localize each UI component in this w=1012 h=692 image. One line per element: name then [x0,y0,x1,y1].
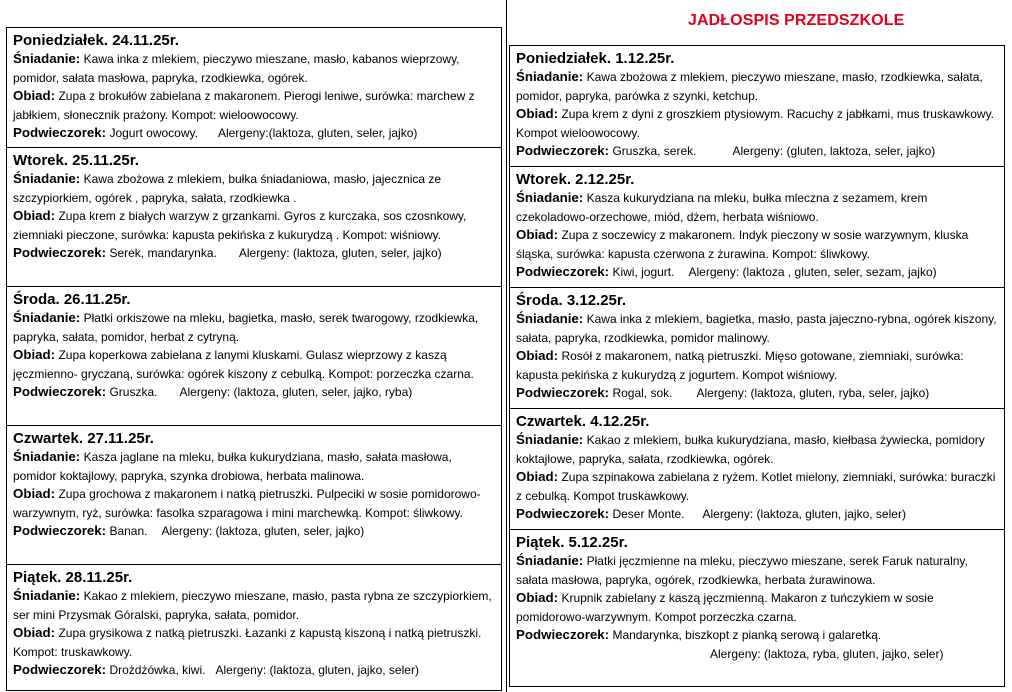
day-block [7,28,501,148]
breakfast-label: Śniadanie: [516,69,584,84]
breakfast-label: Śniadanie: [13,171,81,186]
allergens-label: Alergeny: [696,386,748,401]
snack-text: Rogal, sok. [612,386,673,401]
lunch-label: Obiad: [516,590,559,606]
breakfast-label: Śniadanie: [516,553,584,568]
lunch-row [516,226,998,263]
day-title: Środa. 3.12.25r. [516,292,627,309]
breakfast-label: Śniadanie: [516,432,584,447]
lunch-label: Obiad: [13,208,56,224]
snack-row [516,626,998,645]
lunch-label: Obiad: [516,469,559,485]
snack-label: Podwieczorek: [516,264,610,280]
snack-text: Mandarynka, biszkopt z pianką serową i galaretką. [612,628,882,643]
snack-label: Podwieczorek: [516,506,610,522]
snack-label: Podwieczorek: [13,523,107,539]
allergens-text: (laktoza, gluten, seler, jajko) [292,246,442,261]
day-title: Środa. 26.11.25r. [13,291,131,308]
lunch-row [516,105,998,142]
breakfast-text: Kakao z mlekiem, pieczywo mieszane, masło, pasta rybna ze szczypiorkiem, ser mini Przysmak Góralski, papryka, sałata, pomidor. [13,589,492,622]
breakfast-text: Kawa zbożowa z mlekiem, pieczywo mieszane, masło, rzodkiewka, sałata, pomidor, papryka, parówka z szynki, ketchup. [516,70,983,103]
snack-label: Podwieczorek: [13,662,107,678]
day-title: Wtorek. 2.12.25r. [516,171,635,188]
allergens-label: Alergeny: [179,385,231,400]
breakfast-text: Kasza jaglane na mleku, bułka kukurydziana, masło, sałata masłowa, pomidor koktajlowy, papryka, szynka drobiowa, herbata malinowa. [13,450,452,483]
snack-text: Banan. [109,524,148,539]
breakfast-text: Kakao z mlekiem, bułka kukurydziana, masło, kiełbasa żywiecka, pomidory koktajlowe, papryka, sałata, rzodkiewka, ogórek. [516,433,985,466]
allergens-label: Alergeny: [688,265,740,280]
breakfast-label: Śniadanie: [516,190,584,205]
snack-text: Jogurt owocowy. [109,126,198,141]
snack-row [13,383,495,402]
breakfast-row [13,170,495,207]
allergens-row [516,645,998,664]
page-title: JADŁOSPIS PRZEDSZKOLE [688,12,905,29]
allergens-text: (laktoza, gluten, seler, jajko, ryba) [233,385,413,400]
snack-row [516,263,998,282]
lunch-text: Zupa z brokułów zabielana z makaronem. Pierogi leniwe, surówka: marchew z jabłkiem, słonecznik prażony. Kompot: wieloowocowy. [13,89,475,122]
snack-label: Podwieczorek: [516,627,610,643]
allergens-label: Alergeny: [710,646,761,661]
allergens-text: (laktoza, ryba, gluten, jajko, seler) [764,646,944,661]
lunch-text: Zupa krem z białych warzyw z grzankami. Gyros z kurczaka, sos czosnkowy, ziemniaki pieczone, surówka: kapusta pekińska z kukurydzą . Kompot: wiśniowy. [13,209,467,242]
lunch-text: Zupa koperkowa zabielana z lanymi kluskami. Gulasz wieprzowy z kaszą jęczmienno- gryczaną, surówka: ogórek kiszony z cebulką. Kompot: porzeczka czarna. [13,348,474,381]
breakfast-label: Śniadanie: [516,311,584,326]
lunch-label: Obiad: [516,106,559,122]
breakfast-label: Śniadanie: [13,449,81,464]
snack-text: Deser Monte. [612,507,685,522]
allergens-text: (laktoza, gluten, jajko, seler) [269,663,419,678]
day-block [7,426,501,565]
lunch-row [516,468,998,505]
lunch-row [516,589,998,626]
lunch-label: Obiad: [516,227,559,243]
breakfast-row [516,431,998,468]
breakfast-row [516,310,998,347]
allergens-label: Alergeny: [215,663,267,678]
snack-row [516,142,998,161]
allergens-text: (laktoza, gluten, jajko, seler) [756,507,906,522]
day-title: Piątek. 28.11.25r. [13,569,133,586]
lunch-label: Obiad: [13,88,56,104]
snack-row [516,384,998,403]
breakfast-text: Kawa zbożowa z mlekiem, bułka śniadaniowa, masło, jajecznica ze szczypiorkiem, ogórek , papryka, sałata, rzodkiewka . [13,172,442,205]
lunch-label: Obiad: [13,486,56,502]
breakfast-text: Płatki orkiszowe na mleku, bagietka, masło, serek twarogowy, rzodkiewka, papryka, sałata, pomidor, herbat z cytryną. [13,311,479,344]
snack-text: Gruszka, serek. [612,144,697,159]
day-title: Czwartek. 27.11.25r. [13,430,154,447]
snack-text: Serek, mandarynka. [109,246,217,261]
snack-text: Kiwi, jogurt. [612,265,675,280]
day-block [510,46,1004,167]
breakfast-text: Kawa inka z mlekiem, pieczywo mieszane, masło, kabanos wieprzowy, pomidor, sałata masłowa, papryka, rzodkiewka, ogórek. [13,52,460,85]
lunch-row [516,347,998,384]
lunch-row [13,87,495,124]
breakfast-row [516,552,998,589]
lunch-text: Zupa z soczewicy z makaronem. Indyk pieczony w sosie warzywnym, kluska śląska, surówka: kapusta czerwona z żurawina. Kompot: śliwkowy. [516,228,969,261]
lunch-label: Obiad: [13,347,56,363]
breakfast-row [516,68,998,105]
allergens-label: Alergeny: [161,524,213,539]
snack-row [13,124,495,143]
snack-row [516,505,998,524]
snack-row [13,244,495,263]
breakfast-row [13,448,495,485]
lunch-text: Zupa grochowa z makaronem i natką pietruszki. Pulpeciki w sosie pomidorowo-warzywnym, ryż, surówka: fasolka szparagowa i mini marchewką. Kompot: śliwkowy. [13,487,481,520]
snack-text: Gruszka. [109,385,158,400]
day-title: Piątek. 5.12.25r. [516,534,628,551]
lunch-row [13,485,495,522]
lunch-row [13,346,495,383]
snack-row [13,661,495,680]
breakfast-row [516,189,998,226]
center-divider [506,0,507,692]
lunch-label: Obiad: [13,625,56,641]
breakfast-row [13,309,495,346]
lunch-text: Zupa szpinakowa zabielana z ryżem. Kotlet mielony, ziemniaki, surówka: buraczki z cebulką. Kompot truskawkowy. [516,470,996,503]
day-title: Wtorek. 25.11.25r. [13,152,139,169]
day-block [7,565,501,690]
allergens-text: (gluten, laktoza, seler, jajko) [786,144,936,159]
day-block [510,530,1004,686]
snack-label: Podwieczorek: [516,385,610,401]
lunch-text: Krupnik zabielany z kaszą jęczmienną. Makaron z tuńczykiem w sosie pomidorowo-warzywnym. Kompot porzeczka czarna. [516,591,934,624]
day-title: Czwartek. 4.12.25r. [516,413,650,430]
lunch-text: Zupa krem z dyni z groszkiem ptysiowym. Racuchy z jabłkami, mus truskawkowy. Kompot wieloowocowy. [516,107,995,140]
snack-row [13,522,495,541]
lunch-row [13,624,495,661]
breakfast-text: Kawa inka z mlekiem, bagietka, masło, pasta jajeczno-rybna, ogórek kiszony, sałata, papryka, rzodkiewka, pomidor malinowy. [516,312,997,345]
allergens-label: Alergeny: [732,144,784,159]
breakfast-text: Płatki jęczmienne na mleku, pieczywo mieszane, serek Faruk naturalny, sałata masłowa, papryka, ogórek, rzodkiewka, herbata żurawinowa. [516,554,968,587]
lunch-text: Zupa grysikowa z natką pietruszki. Łazanki z kapustą kiszoną i natką pietruszki. Kompot: truskawkowy. [13,626,482,659]
allergens-text: (laktoza, gluten, seler, jajko) [268,126,418,141]
day-title: Poniedziałek. 1.12.25r. [516,50,675,67]
snack-label: Podwieczorek: [13,245,107,261]
day-block [510,409,1004,530]
breakfast-text: Kasza kukurydziana na mleku, bułka mleczna z sezamem, krem czekoladowo-orzechowe, miód, dżem, herbata wiśniowo. [516,191,928,224]
day-block [510,167,1004,288]
breakfast-label: Śniadanie: [13,310,81,325]
allergens-text: (laktoza , gluten, seler, sezam, jajko) [742,265,937,280]
lunch-text: Rosół z makaronem, natką pietruszki. Mięso gotowane, ziemniaki, surówka: kapusta pekińska z kukurydzą z jogurtem. Kompot wiśniowy. [516,349,964,382]
snack-text: Drożdżówka, kiwi. [109,663,206,678]
day-block [7,148,501,287]
lunch-row [13,207,495,244]
day-block [510,288,1004,409]
breakfast-label: Śniadanie: [13,51,81,66]
day-title: Poniedziałek. 24.11.25r. [13,32,179,49]
allergens-text: (laktoza, gluten, seler, jajko) [215,524,365,539]
snack-label: Podwieczorek: [516,143,610,159]
day-block [7,287,501,426]
snack-label: Podwieczorek: [13,125,107,141]
breakfast-row [13,587,495,624]
breakfast-row [13,50,495,87]
right-week-column [509,45,1005,687]
allergens-label: Alergeny: [217,126,269,141]
left-week-column [6,27,502,691]
allergens-label: Alergeny: [702,507,754,522]
lunch-label: Obiad: [516,348,559,364]
breakfast-label: Śniadanie: [13,588,81,603]
allergens-label: Alergeny: [238,246,290,261]
snack-label: Podwieczorek: [13,384,107,400]
allergens-text: (laktoza, gluten, ryba, seler, jajko) [750,386,930,401]
